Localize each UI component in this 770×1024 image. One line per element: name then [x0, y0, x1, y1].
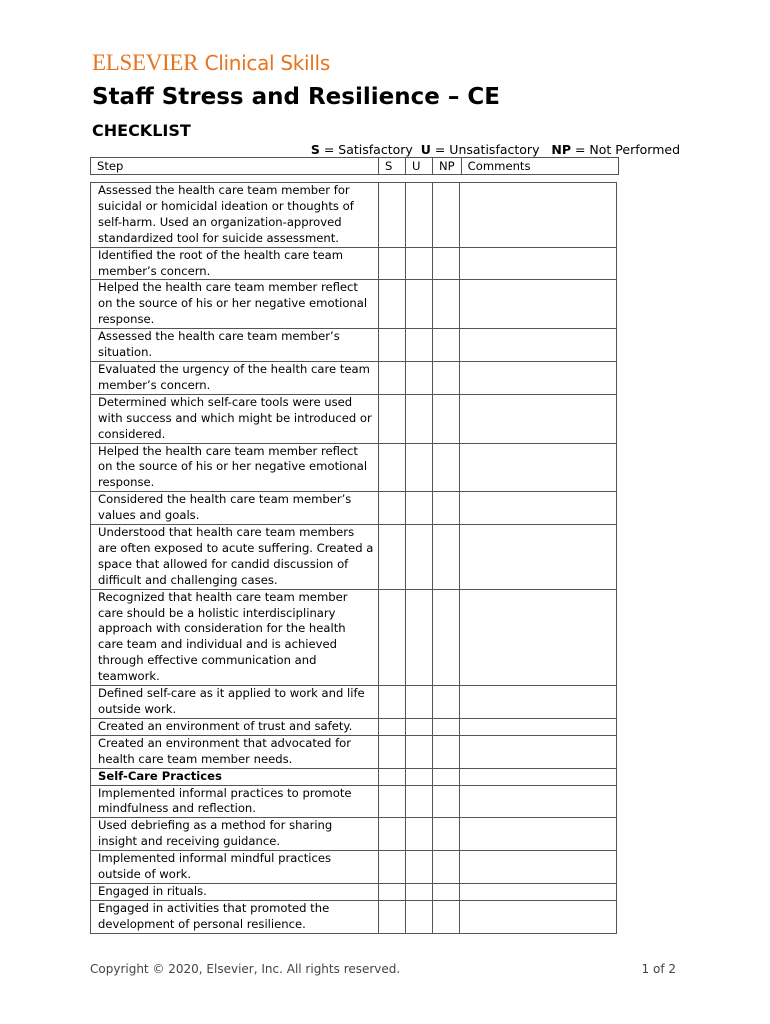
legend-np-text: = Not Performed — [571, 142, 680, 157]
checklist-row — [91, 818, 617, 851]
u-cell[interactable] — [406, 883, 433, 900]
np-cell[interactable] — [433, 183, 460, 248]
s-cell[interactable] — [379, 900, 406, 933]
checklist-row — [91, 329, 617, 362]
header-u: U — [406, 158, 433, 175]
step-text: Created an environment that advocated for health care team member needs. — [91, 735, 379, 768]
checklist-row — [91, 394, 617, 443]
s-cell[interactable] — [379, 735, 406, 768]
s-cell[interactable] — [379, 718, 406, 735]
u-cell[interactable] — [406, 900, 433, 933]
s-cell[interactable] — [379, 883, 406, 900]
comments-cell[interactable] — [460, 686, 617, 719]
comments-cell[interactable] — [460, 361, 617, 394]
comments-cell[interactable] — [460, 394, 617, 443]
np-cell[interactable] — [433, 883, 460, 900]
checklist-table — [90, 182, 617, 934]
legend-u-key: U — [420, 142, 431, 157]
s-cell[interactable] — [379, 361, 406, 394]
checklist-row — [91, 900, 617, 933]
header-s: S — [379, 158, 406, 175]
s-cell[interactable] — [379, 492, 406, 525]
step-text: Assessed the health care team member for suicidal or homicidal ideation or thoughts of self-harm. Used an organization-approved standardized tool for suicide assessment. — [91, 183, 379, 248]
np-cell[interactable] — [433, 768, 460, 785]
s-cell[interactable] — [379, 443, 406, 492]
legend-s-key: S — [310, 142, 320, 157]
comments-cell[interactable] — [460, 851, 617, 884]
header-step: Step — [91, 158, 379, 175]
checklist-row — [91, 851, 617, 884]
legend-np-key: NP — [551, 142, 572, 157]
s-cell[interactable] — [379, 686, 406, 719]
header-row — [91, 158, 619, 175]
s-cell[interactable] — [379, 394, 406, 443]
u-cell[interactable] — [406, 718, 433, 735]
comments-cell[interactable] — [460, 492, 617, 525]
checklist-row — [91, 361, 617, 394]
u-cell[interactable] — [406, 329, 433, 362]
s-cell[interactable] — [379, 589, 406, 685]
checklist-row — [91, 280, 617, 329]
s-cell[interactable] — [379, 525, 406, 590]
step-text: Implemented informal mindful practices outside of work. — [91, 851, 379, 884]
comments-cell[interactable] — [460, 329, 617, 362]
u-cell[interactable] — [406, 768, 433, 785]
comments-cell[interactable] — [460, 280, 617, 329]
checklist-row — [91, 735, 617, 768]
legend-u-text: = Unsatisfactory — [430, 142, 552, 157]
step-text: Determined which self-care tools were used with success and which might be introduced or considered. — [91, 394, 379, 443]
step-text: Helped the health care team member reflect on the source of his or her negative emotional response. — [91, 443, 379, 492]
np-cell[interactable] — [433, 686, 460, 719]
u-cell[interactable] — [406, 183, 433, 248]
u-cell[interactable] — [406, 280, 433, 329]
s-cell[interactable] — [379, 183, 406, 248]
np-cell[interactable] — [433, 361, 460, 394]
checklist-row — [91, 686, 617, 719]
np-cell[interactable] — [433, 443, 460, 492]
comments-cell[interactable] — [460, 900, 617, 933]
u-cell[interactable] — [406, 492, 433, 525]
legend-s-text: = Satisfactory — [319, 142, 421, 157]
s-cell[interactable] — [379, 818, 406, 851]
checklist-row — [91, 247, 617, 280]
u-cell[interactable] — [406, 851, 433, 884]
s-cell[interactable] — [379, 247, 406, 280]
s-cell[interactable] — [379, 851, 406, 884]
step-text: Understood that health care team members are often exposed to acute suffering. Created a space that allowed for candid discussion of difficult and challenging cases. — [91, 525, 379, 590]
np-cell[interactable] — [433, 280, 460, 329]
np-cell[interactable] — [433, 785, 460, 818]
checklist-row — [91, 785, 617, 818]
np-cell[interactable] — [433, 394, 460, 443]
comments-cell[interactable] — [460, 247, 617, 280]
checklist-row — [91, 492, 617, 525]
u-cell[interactable] — [406, 589, 433, 685]
np-cell[interactable] — [433, 589, 460, 685]
np-cell[interactable] — [433, 818, 460, 851]
comments-cell[interactable] — [460, 589, 617, 685]
comments-cell[interactable] — [460, 818, 617, 851]
step-text: Assessed the health care team member’s situation. — [91, 329, 379, 362]
checklist-heading: CHECKLIST — [92, 121, 191, 140]
step-text: Engaged in activities that promoted the development of personal resilience. — [91, 900, 379, 933]
step-text: Defined self-care as it applied to work and life outside work. — [91, 686, 379, 719]
s-cell[interactable] — [379, 329, 406, 362]
step-text: Used debriefing as a method for sharing insight and receiving guidance. — [91, 818, 379, 851]
comments-cell[interactable] — [460, 183, 617, 248]
comments-cell[interactable] — [460, 768, 617, 785]
u-cell[interactable] — [406, 247, 433, 280]
checklist-row — [91, 183, 617, 248]
u-cell[interactable] — [406, 394, 433, 443]
header-comments: Comments — [461, 158, 618, 175]
s-cell[interactable] — [379, 280, 406, 329]
copyright-notice: Copyright © 2020, Elsevier, Inc. All rights reserved. — [90, 962, 401, 976]
checklist-row — [91, 443, 617, 492]
section-label: Self-Care Practices — [91, 768, 379, 785]
np-cell[interactable] — [433, 247, 460, 280]
page-title: Staff Stress and Resilience – CE — [92, 84, 500, 110]
step-text: Implemented informal practices to promote mindfulness and reflection. — [91, 785, 379, 818]
np-cell[interactable] — [433, 718, 460, 735]
u-cell[interactable] — [406, 818, 433, 851]
brand-part1: ELSEVIER — [92, 50, 199, 75]
section-row — [91, 768, 617, 785]
checklist-row — [91, 883, 617, 900]
header-np: NP — [433, 158, 462, 175]
checklist-row — [91, 589, 617, 685]
u-cell[interactable] — [406, 443, 433, 492]
step-text: Helped the health care team member reflect on the source of his or her negative emotional response. — [91, 280, 379, 329]
comments-cell[interactable] — [460, 443, 617, 492]
checklist-header-table — [90, 157, 619, 175]
checklist-row — [91, 718, 617, 735]
np-cell[interactable] — [433, 900, 460, 933]
np-cell[interactable] — [433, 492, 460, 525]
u-cell[interactable] — [406, 525, 433, 590]
step-text: Created an environment of trust and safety. — [91, 718, 379, 735]
u-cell[interactable] — [406, 361, 433, 394]
checklist-row — [91, 525, 617, 590]
step-text: Identified the root of the health care team member’s concern. — [91, 247, 379, 280]
comments-cell[interactable] — [460, 785, 617, 818]
u-cell[interactable] — [406, 735, 433, 768]
s-cell[interactable] — [379, 768, 406, 785]
np-cell[interactable] — [433, 851, 460, 884]
comments-cell[interactable] — [460, 525, 617, 590]
np-cell[interactable] — [433, 329, 460, 362]
step-text: Evaluated the urgency of the health care team member’s concern. — [91, 361, 379, 394]
elsevier-clinical-skills-logo — [92, 50, 330, 76]
s-cell[interactable] — [379, 785, 406, 818]
brand-part2: Clinical Skills — [204, 51, 330, 75]
u-cell[interactable] — [406, 686, 433, 719]
u-cell[interactable] — [406, 785, 433, 818]
step-text: Engaged in rituals. — [91, 883, 379, 900]
np-cell[interactable] — [433, 525, 460, 590]
comments-cell[interactable] — [460, 883, 617, 900]
np-cell[interactable] — [433, 735, 460, 768]
comments-cell[interactable] — [460, 718, 617, 735]
step-text: Considered the health care team member’s values and goals. — [91, 492, 379, 525]
rating-legend — [311, 142, 680, 157]
step-text: Recognized that health care team member care should be a holistic interdisciplinary approach with consideration for the health care team and individual and is achieved through effective communication and teamwork. — [91, 589, 379, 685]
page-number: 1 of 2 — [641, 962, 676, 976]
comments-cell[interactable] — [460, 735, 617, 768]
